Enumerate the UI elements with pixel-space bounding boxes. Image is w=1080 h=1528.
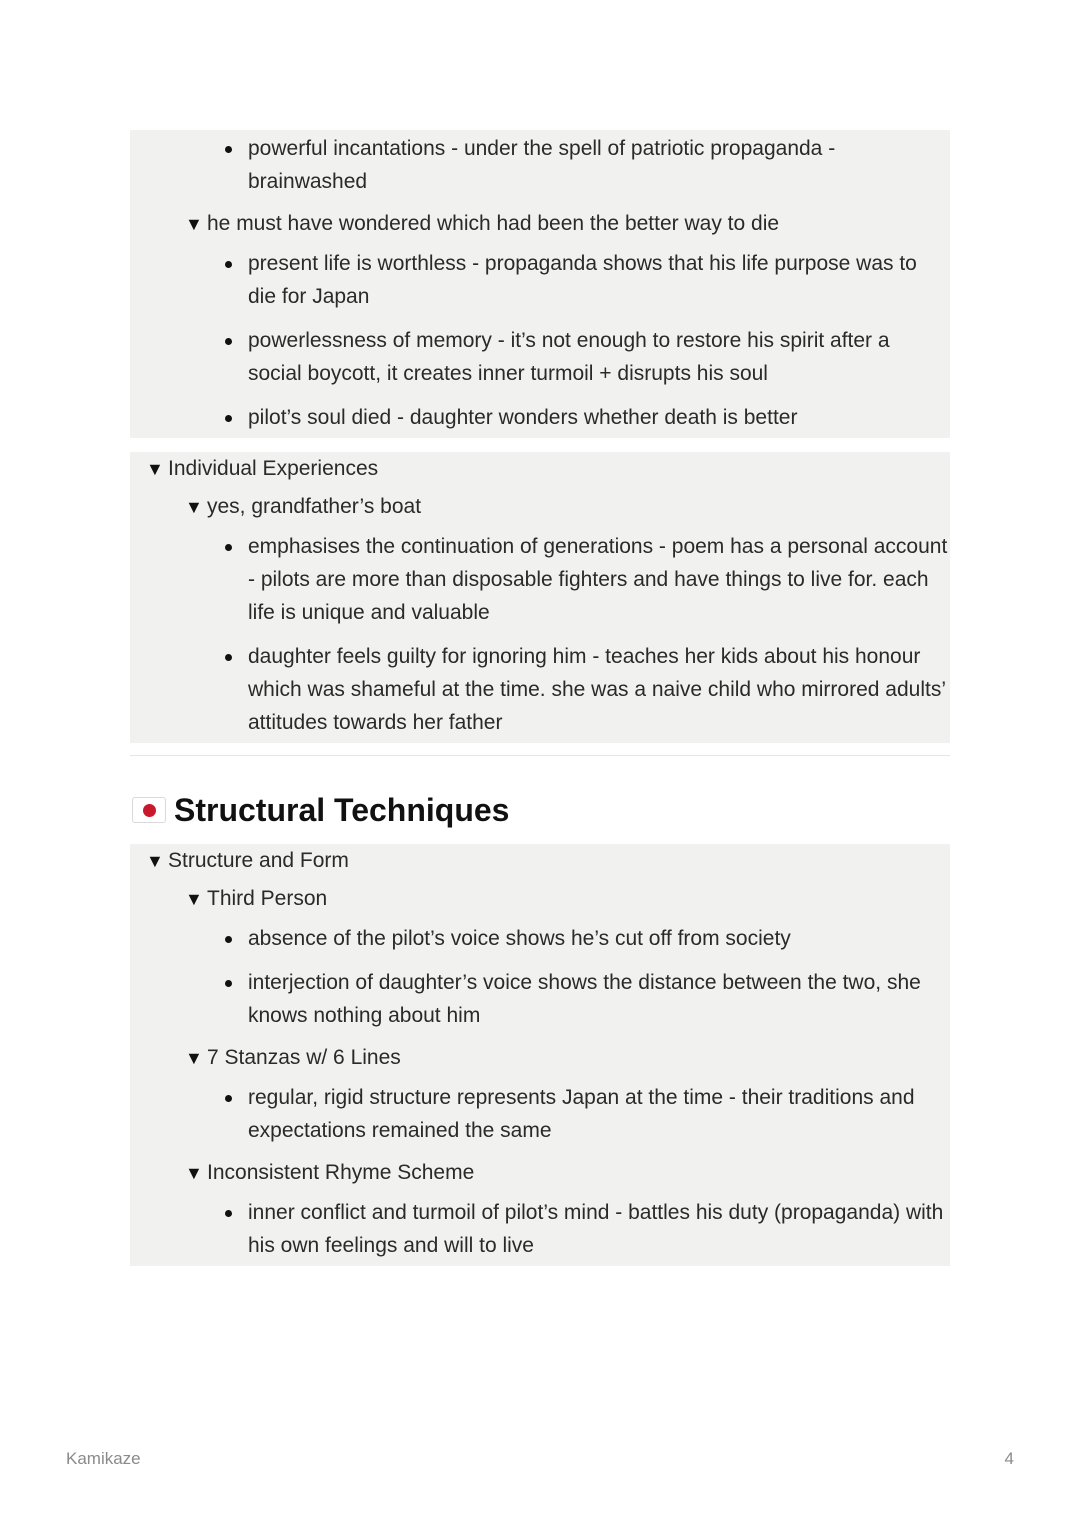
- triangle-down-icon[interactable]: ▼: [146, 851, 164, 871]
- footer-document-title: Kamikaze: [66, 1449, 141, 1468]
- toggle-label: he must have wondered which had been the better way to die: [207, 212, 780, 235]
- bullet-dot-icon: [225, 936, 232, 943]
- toggle-label: Third Person: [207, 887, 328, 910]
- japan-flag-icon: [132, 797, 166, 823]
- toggle-label: 7 Stanzas w/ 6 Lines: [207, 1046, 401, 1069]
- bullet-item: daughter feels guilty for ignoring him - teaches her kids about his honour which was shameful at the time. she was a naive child who mirrored adults’ attitudes towards her father: [130, 640, 950, 739]
- bullet-item: emphasises the continuation of generations - poem has a personal account - pilots are more than disposable fighters and have things to live for. each life is unique and valuable: [130, 530, 950, 629]
- footer-page-number: 4: [1004, 1449, 1014, 1468]
- bullet-dot-icon: [225, 1095, 232, 1102]
- toggle-stanzas[interactable]: [130, 1043, 950, 1073]
- bullet-dot-icon: [225, 415, 232, 422]
- toggle-block-individual-experiences: [130, 452, 950, 743]
- heading-title: Structural Techniques: [174, 791, 510, 828]
- bullet-item: powerlessness of memory - it’s not enough to restore his spirit after a social boycott, it creates inner turmoil + disrupts his soul: [130, 324, 950, 390]
- triangle-down-icon[interactable]: ▼: [185, 1048, 203, 1068]
- triangle-down-icon[interactable]: ▼: [185, 497, 203, 517]
- bullet-dot-icon: [225, 338, 232, 345]
- page-content: [130, 130, 950, 1266]
- triangle-down-icon[interactable]: ▼: [185, 889, 203, 909]
- bullet-dot-icon: [225, 146, 232, 153]
- triangle-down-icon[interactable]: ▼: [185, 214, 203, 234]
- toggle-grandfathers-boat[interactable]: [130, 492, 950, 522]
- bullet-dot-icon: [225, 654, 232, 661]
- bullet-item: present life is worthless - propaganda shows that his life purpose was to die for Japan: [130, 247, 950, 313]
- toggle-label: yes, grandfather’s boat: [207, 495, 422, 518]
- toggle-structure-and-form[interactable]: [130, 846, 950, 876]
- divider: [130, 755, 950, 756]
- toggle-label: Inconsistent Rhyme Scheme: [207, 1161, 475, 1184]
- triangle-down-icon[interactable]: ▼: [185, 1163, 203, 1183]
- bullet-item: powerful incantations - under the spell of patriotic propaganda - brainwashed: [130, 132, 950, 198]
- toggle-block-propaganda: [130, 130, 950, 438]
- bullet-dot-icon: [225, 261, 232, 268]
- toggle-rhyme-scheme[interactable]: [130, 1158, 950, 1188]
- bullet-item: pilot’s soul died - daughter wonders whether death is better: [130, 401, 950, 434]
- flag-sun: [143, 804, 156, 817]
- bullet-dot-icon: [225, 1210, 232, 1217]
- toggle-label: Individual Experiences: [168, 457, 379, 480]
- bullet-item: interjection of daughter’s voice shows the distance between the two, she knows nothing about him: [130, 966, 950, 1032]
- toggle-third-person[interactable]: [130, 884, 950, 914]
- bullet-dot-icon: [225, 980, 232, 987]
- toggle-better-way-to-die[interactable]: [130, 209, 950, 239]
- bullet-item: inner conflict and turmoil of pilot’s mind - battles his duty (propaganda) with his own feelings and will to live: [130, 1196, 950, 1262]
- bullet-item: regular, rigid structure represents Japan at the time - their traditions and expectations remained the same: [130, 1081, 950, 1147]
- section-heading: [130, 788, 950, 832]
- toggle-block-structure-and-form: [130, 844, 950, 1266]
- bullet-item: absence of the pilot’s voice shows he’s cut off from society: [130, 922, 950, 955]
- toggle-individual-experiences[interactable]: [130, 454, 950, 484]
- toggle-label: Structure and Form: [168, 849, 349, 872]
- bullet-dot-icon: [225, 544, 232, 551]
- triangle-down-icon[interactable]: ▼: [146, 459, 164, 479]
